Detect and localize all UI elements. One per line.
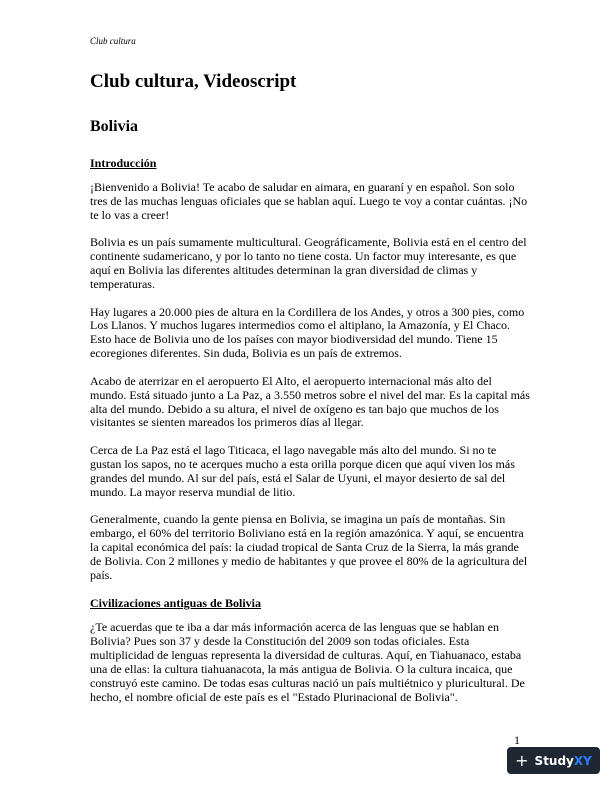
plus-icon: + [515, 750, 529, 770]
paragraph: Hay lugares a 20.000 pies de altura en la Cordillera de los Andes, y otros a 300 pies, como Los Llanos. Y muchos lugares intermedios como el altiplano, la Amazonía, y El Chaco. Esto hace de Bolivia uno de los países con mayor biodiversidad del mundo. Tiene 15 ecoregiones diferentes. Sin duda, Bolivia es un país de extremos. [90, 304, 525, 361]
paragraph: ¡Bienvenido a Bolivia! Te acabo de saludar en aimara, en guaraní y en español. Son solo tres de las muchas lenguas oficiales que se hablan aquí. Luego te voy a contar cuántas. ¡No te lo vas a creer! [90, 180, 528, 222]
running-header: Club cultura [90, 36, 136, 46]
page-number: 1 [514, 733, 520, 747]
paragraph: Cerca de La Paz está el lago Titicaca, el lago navegable más alto del mundo. Si no te gustan los sapos, no te acerques mucho a esta orilla porque dicen que aquí viven los más grandes del mundo. Al sur del país, está el Salar de Uyuni, el mayor desierto de sal del mundo. La mayor reserva mundial de litio. [90, 442, 515, 499]
heading-introduccion: Introducción [90, 156, 157, 170]
paragraph: ¿Te acuerdas que te iba a dar más información acerca de las lenguas que se hablan en Bolivia? Pues son 37 y desde la Constitución del 2009 son todas oficiales. Esta multiplicidad de lenguas representa la diversidad de culturas. Aquí, en Tiahuanaco, estaba una de ellas: la cultura tiahuanacota, la más antigua de Bolivia. O la cultura incaica, que construyó este camino. De todas esas culturas nació un país multiétnico y pluricultural. De hecho, el nombre oficial de este país es el "Estado Plurinacional de Bolivia". [90, 620, 525, 704]
document-title: Club cultura, Videoscript [90, 71, 297, 92]
section-title: Bolivia [90, 118, 139, 135]
brand-logo: StudyXY [534, 753, 592, 768]
paragraph: Acabo de aterrizar en el aeropuerto El Alto, el aeropuerto internacional más alto del mundo. Está situado junto a La Paz, a 3.550 metros sobre el nivel del mar. Es la capital más alta del mundo. Debido a su altura, el nivel de oxígeno es tan bajo que muchos de los visitantes se sienten mareados los primeros días al llegar. [90, 373, 530, 430]
studyxy-badge[interactable] [507, 747, 600, 774]
heading-civilizaciones: Civilizaciones antiguas de Bolivia [90, 596, 262, 611]
paragraph: Bolivia es un país sumamente multicultural. Geográficamente, Bolivia está en el centro del continente sudamericano, y por lo tanto no tiene costa. Un factor muy interesante, es que aquí en Bolivia las diferentes altitudes determinan la gran diversidad de climas y temperaturas. [90, 235, 527, 292]
paragraph: Generalmente, cuando la gente piensa en Bolivia, se imagina un país de montañas. Sin embargo, el 60% del territorio Boliviano está en la región amazónica. Y aquí, se encuentra la capital económica del país: la ciudad tropical de Santa Cruz de la Sierra, la más grande de Bolivia. Con 2 millones y medio de habitantes y que provee el 80% de la agricultura del país. [90, 512, 528, 582]
document-body [90, 68, 530, 718]
